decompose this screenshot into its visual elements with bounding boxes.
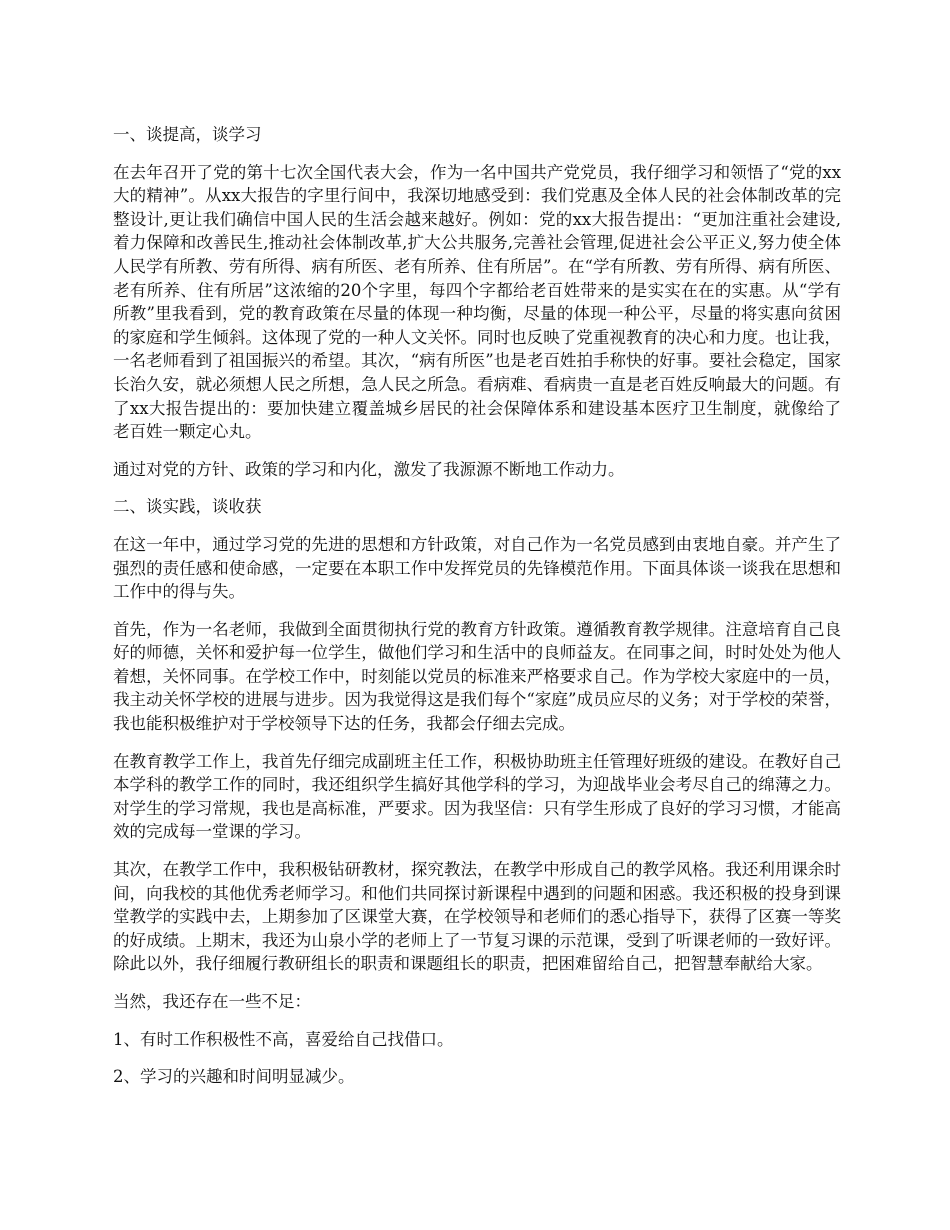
paragraph-teaching-research: 其次，在教学工作中，我积极钻研教材，探究教法，在教学中形成自己的教学风格。我还利用课余时间，向我校的其他优秀老师学习。和他们共同探讨新课程中遇到的问题和困惑。我还积极的投身到课堂教学的实践中去，上期参加了区课堂大赛，在学校领导和老师们的悉心指导下，获得了区赛一等奖的好成绩。上期末，我还为山泉小学的老师上了一节复习课的示范课，受到了听课老师的一致好评。除此以外，我仔细履行教研组长的职责和课题组长的职责，把困难留给自己，把智慧奉献给大家。 [113,860,841,974]
paragraph-class-work: 在教育教学工作上，我首先仔细完成副班主任工作，积极协助班主任管理好班级的建设。在教好自己本学科的教学工作的同时，我还组织学生搞好其他学科的学习，为迎战毕业会考尽自己的绵薄之力。对学生的学习常规，我也是高标准，严要求。因为我坚信：只有学生形成了良好的学习习惯，才能高效的完成每一堂课的学习。 [113,751,841,842]
list-item-shortcoming-1: 1、有时工作积极性不高，喜爱给自己找借口。 [113,1029,454,1049]
section-heading-1: 一、谈提高，谈学习 [113,125,262,144]
paragraph-practice-intro: 在这一年中，通过学习党的先进的思想和方针政策，对自己作为一名党员感到由衷地自豪。并产生了强烈的责任感和使命感，一定要在本职工作中发挥党员的先锋模范作用。下面具体谈一谈我在思想和工作中的得与失。 [113,534,841,602]
paragraph-shortcomings-intro: 当然，我还存在一些不足： [113,992,311,1011]
document-page [113,123,841,1103]
list-item-shortcoming-2: 2、学习的兴趣和时间明显减少。 [113,1067,355,1087]
paragraph-party-congress-study: 在去年召开了党的第十七次全国代表大会，作为一名中国共产党党员，我仔细学习和领悟了“党的xx大的精神”。从xx大报告的字里行间中，我深切地感受到：我们党惠及全体人民的社会体制改革的完整设计,更让我们确信中国人民的生活会越来越好。例如：党的xx大报告提出：“更加注重社会建设,着力保障和改善民生,推动社会体制改革,扩大公共服务,完善社会管理,促进社会公平正义,努力使全体人民学有所教、劳有所得、病有所医、老有所养、住有所居”。在“学有所教、劳有所得、病有所医、老有所养、住有所居”这浓缩的20个字里，每四个字都给老百姓带来的是实实在在的实惠。从“学有所教”里我看到，党的教育政策在尽量的体现一种均衡，尽量的体现一种公平，尽量的将实惠向贫困的家庭和学生倾斜。这体现了党的一种人文关怀。同时也反映了党重视教育的决心和力度。也让我，一名老师看到了祖国振兴的希望。其次，“病有所医”也是老百姓拍手称快的好事。要社会稳定，国家长治久安，就必须想人民之所想，急人民之所急。看病难、看病贵一直是老百姓反响最大的问题。有了xx大报告提出的：要加快建立覆盖城乡居民的社会保障体系和建设基本医疗卫生制度，就像给了老百姓一颗定心丸。 [113,162,841,442]
paragraph-teacher-ethics: 首先，作为一名老师，我做到全面贯彻执行党的教育方针政策。遵循教育教学规律。注意培育自己良好的师德，关怀和爱护每一位学生，做他们学习和生活中的良师益友。在同事之间，时时处处为他人着想，关怀同事。在学校工作中，时刻能以党员的标准来严格要求自己。作为学校大家庭中的一员，我主动关怀学校的进展与进步。因为我觉得这是我们每个“家庭”成员应尽的义务；对于学校的荣誉，我也能积极维护对于学校领导下达的任务，我都会仔细去完成。 [113,619,841,734]
section-heading-2: 二、谈实践，谈收获 [113,497,262,517]
paragraph-motivation: 通过对党的方针、政策的学习和内化，激发了我源源不断地工作动力。 [113,459,625,479]
